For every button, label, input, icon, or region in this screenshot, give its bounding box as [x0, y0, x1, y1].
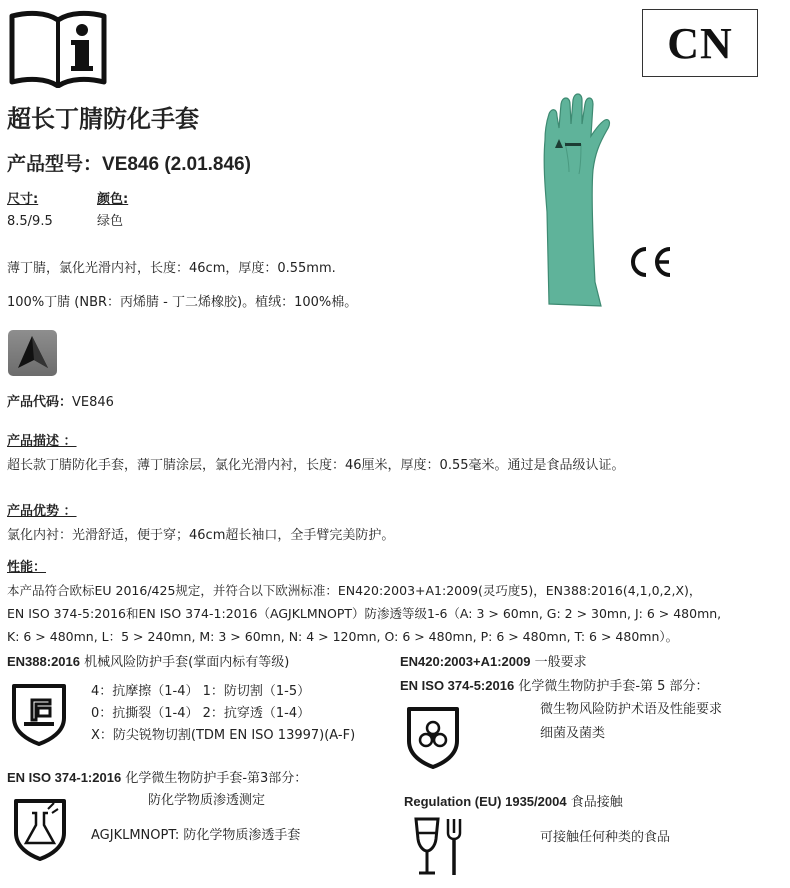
en388-title: 机械风险防护手套(掌面内标有等级) [84, 655, 290, 670]
en374-5-heading [400, 678, 709, 695]
en388-code: EN388:2016 [7, 654, 80, 669]
product-desc-heading: 产品描述 ： [7, 434, 77, 449]
performance-line-3: K: 6 > 480mn, L：5 > 240mn, M: 3 > 60mn, N: 4 > 120mn, O: 6 > 480mn, P: 6 > 480mn, T: 6 > 480mn）。 [7, 629, 679, 644]
regulation-heading [404, 794, 623, 811]
model-line [7, 152, 251, 177]
chemical-risk-shield-icon [12, 797, 68, 863]
description-line-2: 100%丁腈 (NBR：丙烯腈 - 丁二烯橡胶)。植绒：100%棉。 [7, 295, 358, 310]
regulation-detail: 可接触任何种类的食品 [540, 830, 671, 845]
en374-5-line-1: 微生物风险防护术语及性能要求 [540, 702, 723, 717]
country-code: CN [667, 18, 733, 68]
page-title: 超长丁腈防化手套 [7, 105, 199, 133]
en374-1-code: EN ISO 374-1:2016 [7, 770, 122, 785]
mechanical-risk-shield-icon [10, 682, 68, 748]
en374-1-heading [7, 770, 307, 787]
en374-1-sub: 防化学物质渗透测定 [148, 793, 266, 808]
en420-heading [400, 654, 587, 671]
size-label: 尺寸: [7, 192, 39, 207]
biohazard-shield-icon [405, 705, 461, 771]
en374-5-line-2: 细菌及菌类 [540, 726, 606, 741]
product-code-value: VE846 [72, 395, 114, 410]
manual-info-icon [8, 8, 108, 88]
color-label: 颜色: [97, 192, 129, 207]
size-value: 8.5/9.5 [7, 214, 53, 229]
performance-line-2: EN ISO 374-5:2016和EN ISO 374-1:2016（AGJKLMNOPT）防渗透等级1-6（A: 3 > 60mn, G: 2 > 30mn, J: 6 > 480mn, [7, 606, 722, 621]
en388-row-2: 0：抗撕裂（1-4） 2：抗穿透（1-4） [91, 706, 311, 721]
performance-heading: 性能： [7, 560, 47, 575]
advantages-text: 氯化内衬：光滑舒适，便于穿；46cm超长袖口，全手臂完美防护。 [7, 528, 395, 543]
country-code-box [642, 9, 758, 77]
color-value: 绿色 [97, 214, 124, 229]
en374-5-title: 化学微生物防护手套-第 5 部分： [518, 679, 709, 694]
en374-5-code: EN ISO 374-5:2016 [400, 678, 515, 693]
model-label: 产品型号： [7, 153, 103, 175]
advantages-heading: 产品优势 ： [7, 504, 77, 519]
delta-logo-icon [8, 330, 57, 376]
food-contact-icon [410, 815, 466, 879]
en420-code: EN420:2003+A1:2009 [400, 654, 531, 669]
product-desc-text: 超长款丁腈防化手套，薄丁腈涂层，氯化光滑内衬，长度：46厘米，厚度：0.55毫米。通过是食品级认证。 [7, 458, 625, 473]
en374-1-detail: AGJKLMNOPT: 防化学物质渗透手套 [91, 828, 301, 843]
regulation-title: 食品接触 [570, 795, 623, 810]
en420-title: 一般要求 [534, 655, 587, 670]
product-code-label: 产品代码： [7, 395, 73, 410]
description-line-1: 薄丁腈，氯化光滑内衬，长度：46cm，厚度：0.55mm. [7, 261, 336, 276]
ce-mark-icon [627, 245, 675, 279]
en388-row-1: 4：抗摩擦（1-4） 1：防切割（1-5） [91, 684, 311, 699]
regulation-code: Regulation (EU) 1935/2004 [404, 794, 567, 809]
model-value: VE846 (2.01.846) [102, 154, 251, 175]
performance-line-1: 本产品符合欧标EU 2016/425规定，并符合以下欧洲标准：EN420:2003+A1:2009(灵巧度5)，EN388:2016(4,1,0,2,X)， [7, 583, 702, 598]
brand-logo [8, 330, 57, 376]
en388-heading [7, 654, 289, 671]
product-code-line [7, 395, 114, 411]
en374-1-title: 化学微生物防护手套-第3部分： [125, 771, 308, 786]
glove-image [535, 92, 615, 310]
en388-row-3: X：防尖锐物切割(TDM EN ISO 13997)(A-F) [91, 728, 356, 743]
